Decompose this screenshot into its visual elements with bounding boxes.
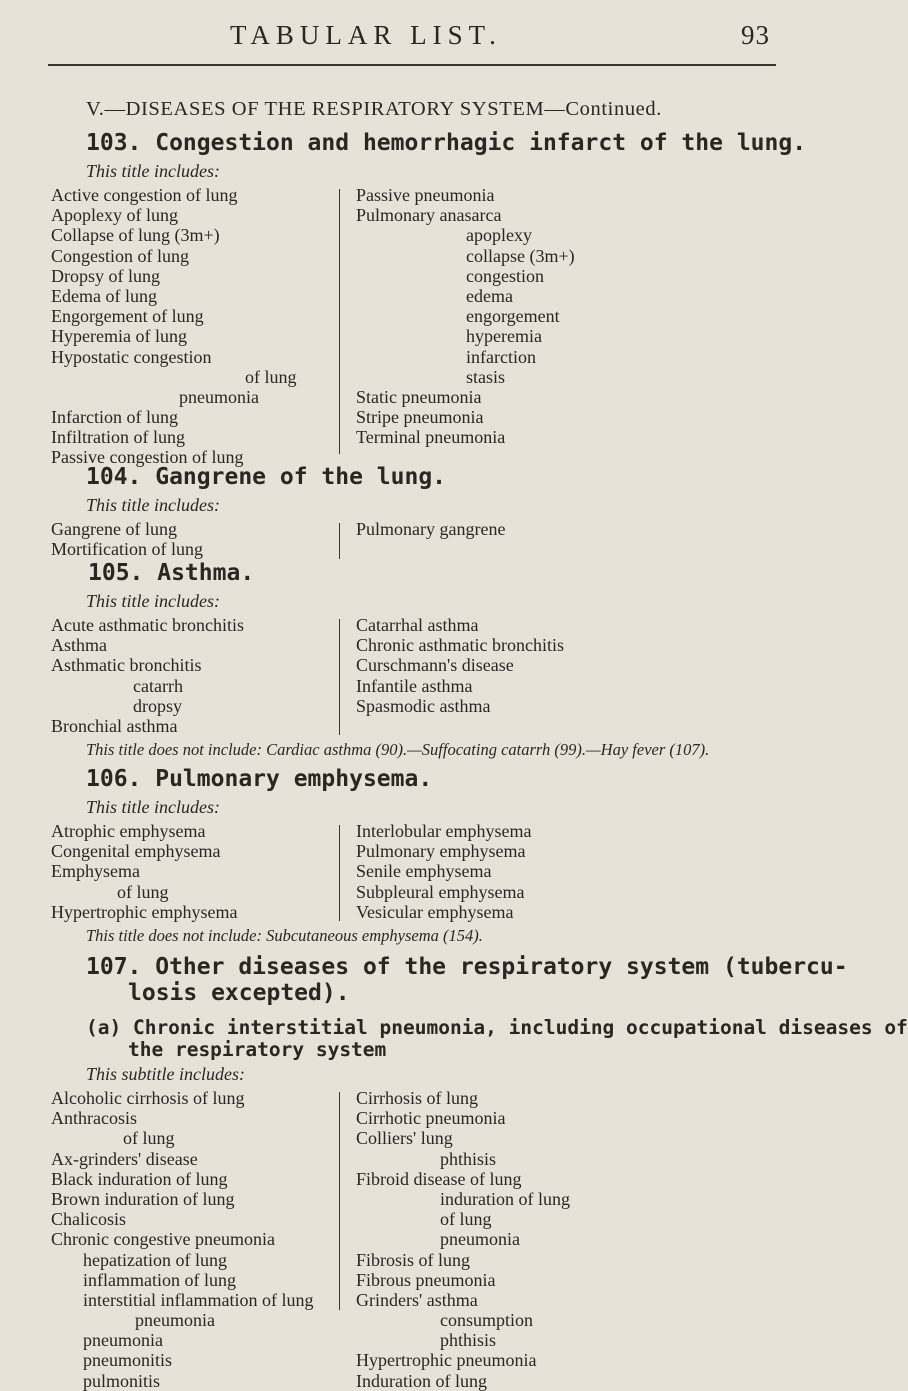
list-item: Cirrhotic pneumonia: [356, 1108, 506, 1129]
list-item: Pulmonary emphysema: [356, 841, 526, 862]
header-rule: [48, 64, 776, 66]
entry-104-heading: 104. Gangrene of the lung.: [86, 464, 447, 490]
list-item: apoplexy: [466, 225, 532, 246]
list-item: Fibrosis of lung: [356, 1249, 471, 1270]
entry-107a-subheading: (a) Chronic interstitial pneumonia, including occupational diseases of: [86, 1016, 908, 1039]
list-item: Congenital emphysema: [51, 841, 221, 862]
entry-106-intro: This title includes:: [86, 797, 220, 817]
entry-107-heading: 107. Other diseases of the respiratory system (tubercu-: [86, 954, 848, 980]
list-item: pneumonia: [83, 1330, 163, 1351]
list-item: Fibrous pneumonia: [356, 1269, 496, 1290]
entry-103-heading: 103. Congestion and hemorrhagic infarct of the lung.: [86, 130, 807, 156]
list-item: hyperemia: [466, 326, 542, 347]
entry-106-right-column: [356, 821, 531, 922]
entry-103-left-column: [51, 185, 297, 468]
list-item: Edema of lung: [51, 285, 157, 306]
list-item: Emphysema: [51, 861, 140, 882]
list-item: infarction: [466, 346, 536, 367]
list-item: Cirrhosis of lung: [356, 1088, 479, 1108]
list-item: engorgement: [466, 306, 560, 327]
entry-107a-left-column: [51, 1088, 313, 1391]
entry-106-left-column: [51, 821, 237, 922]
list-item: Terminal pneumonia: [356, 427, 506, 448]
list-item: Engorgement of lung: [51, 306, 204, 327]
list-item: hepatization of lung: [83, 1249, 227, 1270]
page-number: 93: [741, 20, 770, 50]
list-item: of lung: [245, 366, 297, 387]
list-item: interstitial inflammation of lung: [83, 1289, 314, 1310]
column-divider: [339, 523, 340, 559]
list-item: congestion: [466, 265, 544, 286]
list-item: Spasmodic asthma: [356, 695, 491, 716]
list-item: Induration of lung: [356, 1370, 487, 1391]
list-item: Infantile asthma: [356, 675, 473, 696]
section-title: V.—DISEASES OF THE RESPIRATORY SYSTEM—Continued.: [86, 98, 662, 120]
list-item: Passive pneumonia: [356, 185, 495, 205]
column-divider: [339, 189, 340, 454]
entry-104-intro: This title includes:: [86, 495, 220, 515]
list-item: pneumonia: [179, 386, 259, 407]
list-item: Hypostatic congestion: [51, 346, 212, 367]
list-item: phthisis: [440, 1148, 497, 1169]
list-item: consumption: [440, 1310, 533, 1331]
entry-106-exclusion: This title does not include: Subcutaneous emphysema (154).: [86, 926, 483, 945]
list-item: Subpleural emphysema: [356, 881, 525, 902]
entry-105-left-column: [51, 615, 244, 736]
list-item: Collapse of lung (3m+): [51, 225, 220, 246]
entry-104-left-column: [51, 519, 203, 559]
list-item: Asthmatic bronchitis: [51, 655, 202, 676]
entry-105-intro: This title includes:: [86, 591, 220, 611]
list-item: Hyperemia of lung: [51, 326, 187, 347]
list-item: Atrophic emphysema: [51, 821, 206, 841]
column-divider: [339, 619, 340, 735]
list-item: Pulmonary anasarca: [356, 205, 502, 226]
list-item: Chronic asthmatic bronchitis: [356, 635, 564, 656]
list-item: collapse (3m+): [466, 245, 575, 266]
list-item: Infiltration of lung: [51, 427, 185, 448]
list-item: Grinders' asthma: [356, 1289, 478, 1310]
list-item: Black induration of lung: [51, 1168, 228, 1189]
entry-107-heading-continued: losis excepted).: [128, 980, 350, 1006]
list-item: Pulmonary gangrene: [356, 519, 506, 539]
list-item: Acute asthmatic bronchitis: [51, 615, 244, 635]
list-item: Passive congestion of lung: [51, 447, 244, 468]
list-item: Fibroid disease of lung: [356, 1168, 522, 1189]
list-item: Catarrhal asthma: [356, 615, 479, 635]
list-item: Hypertrophic pneumonia: [356, 1350, 537, 1371]
list-item: of lung: [117, 881, 169, 902]
list-item: Anthracosis: [51, 1108, 137, 1129]
list-item: phthisis: [440, 1330, 497, 1351]
list-item: Bronchial asthma: [51, 715, 178, 736]
list-item: pneumonia: [440, 1229, 520, 1250]
list-item: Mortification of lung: [51, 539, 203, 560]
list-item: Vesicular emphysema: [356, 901, 514, 922]
list-item: Active congestion of lung: [51, 185, 238, 205]
list-item: Chronic congestive pneumonia: [51, 1229, 275, 1250]
list-item: pneumonia: [135, 1310, 215, 1331]
list-item: of lung: [440, 1209, 492, 1230]
list-item: Senile emphysema: [356, 861, 492, 882]
entry-107a-intro: This subtitle includes:: [86, 1064, 245, 1084]
entry-104-right-column: [356, 519, 505, 539]
entry-107a-subheading-continued: the respiratory system: [128, 1038, 387, 1061]
list-item: induration of lung: [440, 1188, 570, 1209]
entry-105-heading: 105. Asthma.: [88, 560, 255, 586]
entry-105-exclusion: This title does not include: Cardiac asthma (90).—Suffocating catarrh (99).—Hay fever (107).: [86, 740, 710, 759]
list-item: Stripe pneumonia: [356, 407, 484, 428]
list-item: of lung: [123, 1128, 175, 1149]
list-item: stasis: [466, 366, 506, 387]
list-item: Interlobular emphysema: [356, 821, 532, 841]
list-item: Curschmann's disease: [356, 655, 514, 676]
list-item: Gangrene of lung: [51, 519, 177, 539]
list-item: Static pneumonia: [356, 386, 482, 407]
entry-107a-right-column: [356, 1088, 570, 1391]
list-item: Alcoholic cirrhosis of lung: [51, 1088, 245, 1108]
list-item: edema: [466, 285, 513, 306]
list-item: Hypertrophic emphysema: [51, 901, 238, 922]
list-item: Congestion of lung: [51, 245, 189, 266]
list-item: Infarction of lung: [51, 407, 178, 428]
column-divider: [339, 1092, 340, 1310]
list-item: Brown induration of lung: [51, 1188, 235, 1209]
entry-103-right-column: [356, 185, 575, 447]
entry-105-right-column: [356, 615, 564, 716]
list-item: Asthma: [51, 635, 107, 656]
column-divider: [339, 825, 340, 921]
list-item: Dropsy of lung: [51, 265, 160, 286]
list-item: catarrh: [133, 675, 183, 696]
list-item: inflammation of lung: [83, 1269, 236, 1290]
list-item: Chalicosis: [51, 1209, 126, 1230]
list-item: pulmonitis: [83, 1370, 161, 1391]
list-item: Colliers' lung: [356, 1128, 453, 1149]
list-item: Apoplexy of lung: [51, 205, 178, 226]
entry-103-intro: This title includes:: [86, 161, 220, 181]
list-item: pneumonitis: [83, 1350, 172, 1371]
list-item: dropsy: [133, 695, 182, 716]
entry-106-heading: 106. Pulmonary emphysema.: [86, 766, 433, 792]
running-title: TABULAR LIST.: [230, 20, 502, 50]
list-item: Ax-grinders' disease: [51, 1148, 198, 1169]
